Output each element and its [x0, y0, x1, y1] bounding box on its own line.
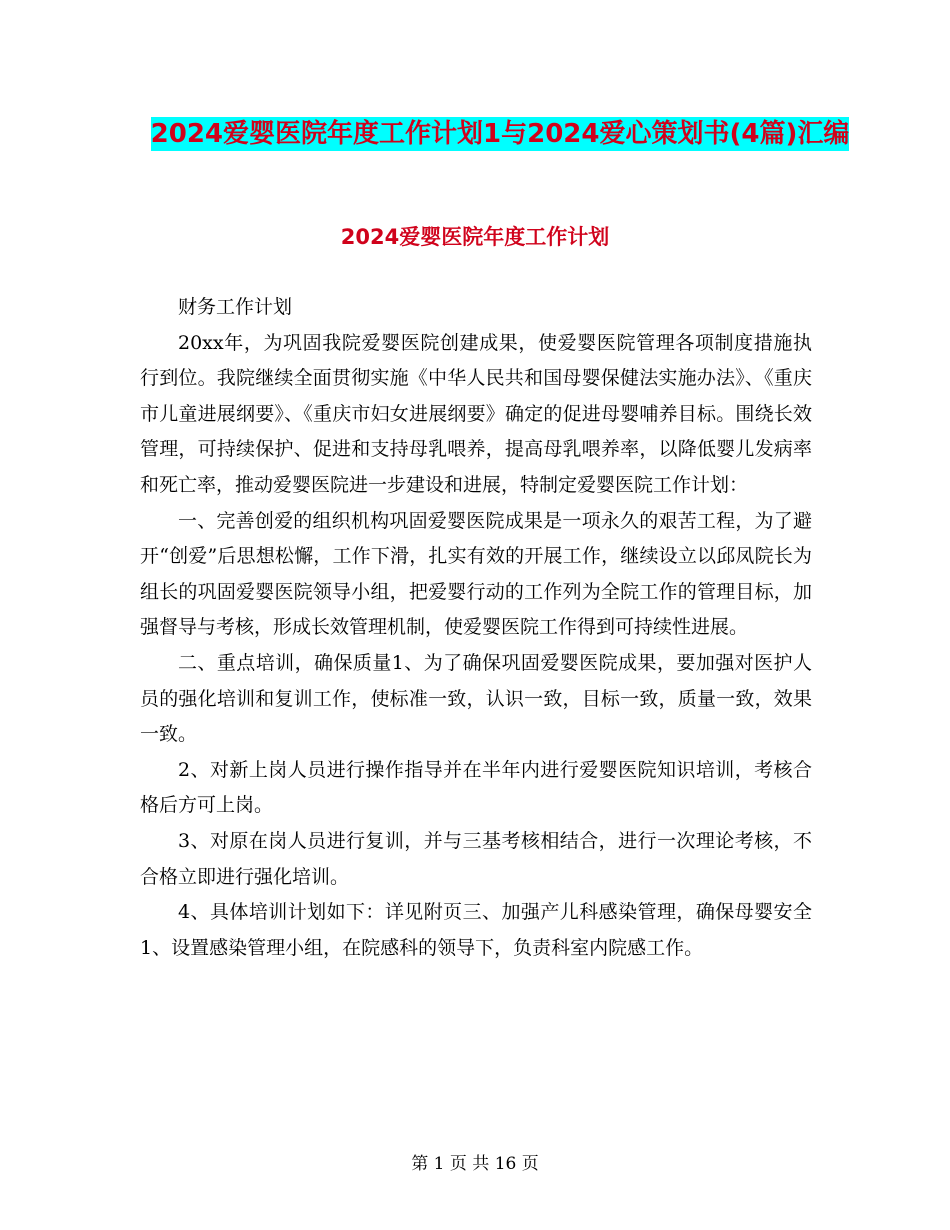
paragraph: 3、对原在岗人员进行复训，并与三基考核相结合，进行一次理论考核，不合格立即进行强化培训。	[140, 829, 812, 888]
document-title	[140, 112, 860, 156]
paragraph: 4、具体培训计划如下：详见附页三、加强产儿科感染管理，确保母婴安全1、设置感染管理小组，在院感科的领导下，负责科室内院感工作。	[140, 901, 812, 959]
document-body	[140, 290, 812, 966]
page-number-footer: 第 1 页 共 16 页	[411, 1154, 539, 1174]
paragraph: 20xx年，为巩固我院爱婴医院创建成果，使爱婴医院管理各项制度措施执行到位。我院继续全面贯彻实施《中华人民共和国母婴保健法实施办法》、《重庆市儿童进展纲要》、《重庆市妇女进展纲要》确定的促进母婴哺养目标。围绕长效管理，可持续保护、促进和支持母乳喂养，提高母乳喂养率，以降低婴儿发病率和死亡率，推动爱婴医院进一步建设和进展，特制定爱婴医院工作计划：	[140, 331, 812, 496]
paragraph: 二、重点培训，确保质量1、为了确保巩固爱婴医院成果，要加强对医护人员的强化培训和复训工作，使标准一致，认识一致，目标一致，质量一致，效果一致。	[140, 651, 812, 746]
document-title-text: 2024爱婴医院年度工作计划1与2024爱心策划书(4篇)汇编	[150, 119, 850, 149]
paragraph: 一、完善创爱的组织机构巩固爱婴医院成果是一项永久的艰苦工程，为了避开“创爱”后思想松懈，工作下滑，扎实有效的开展工作，继续设立以邱凤院长为组长的巩固爱婴医院领导小组，把爱婴行动的工作列为全院工作的管理目标，加强督导与考核，形成长效管理机制，使爱婴医院工作得到可持续性进展。	[140, 509, 812, 639]
paragraph: 2、对新上岗人员进行操作指导并在半年内进行爱婴医院知识培训，考核合格后方可上岗。	[140, 758, 812, 817]
paragraph-heading: 财务工作计划	[178, 296, 293, 318]
section-title: 2024爱婴医院年度工作计划	[340, 225, 610, 249]
